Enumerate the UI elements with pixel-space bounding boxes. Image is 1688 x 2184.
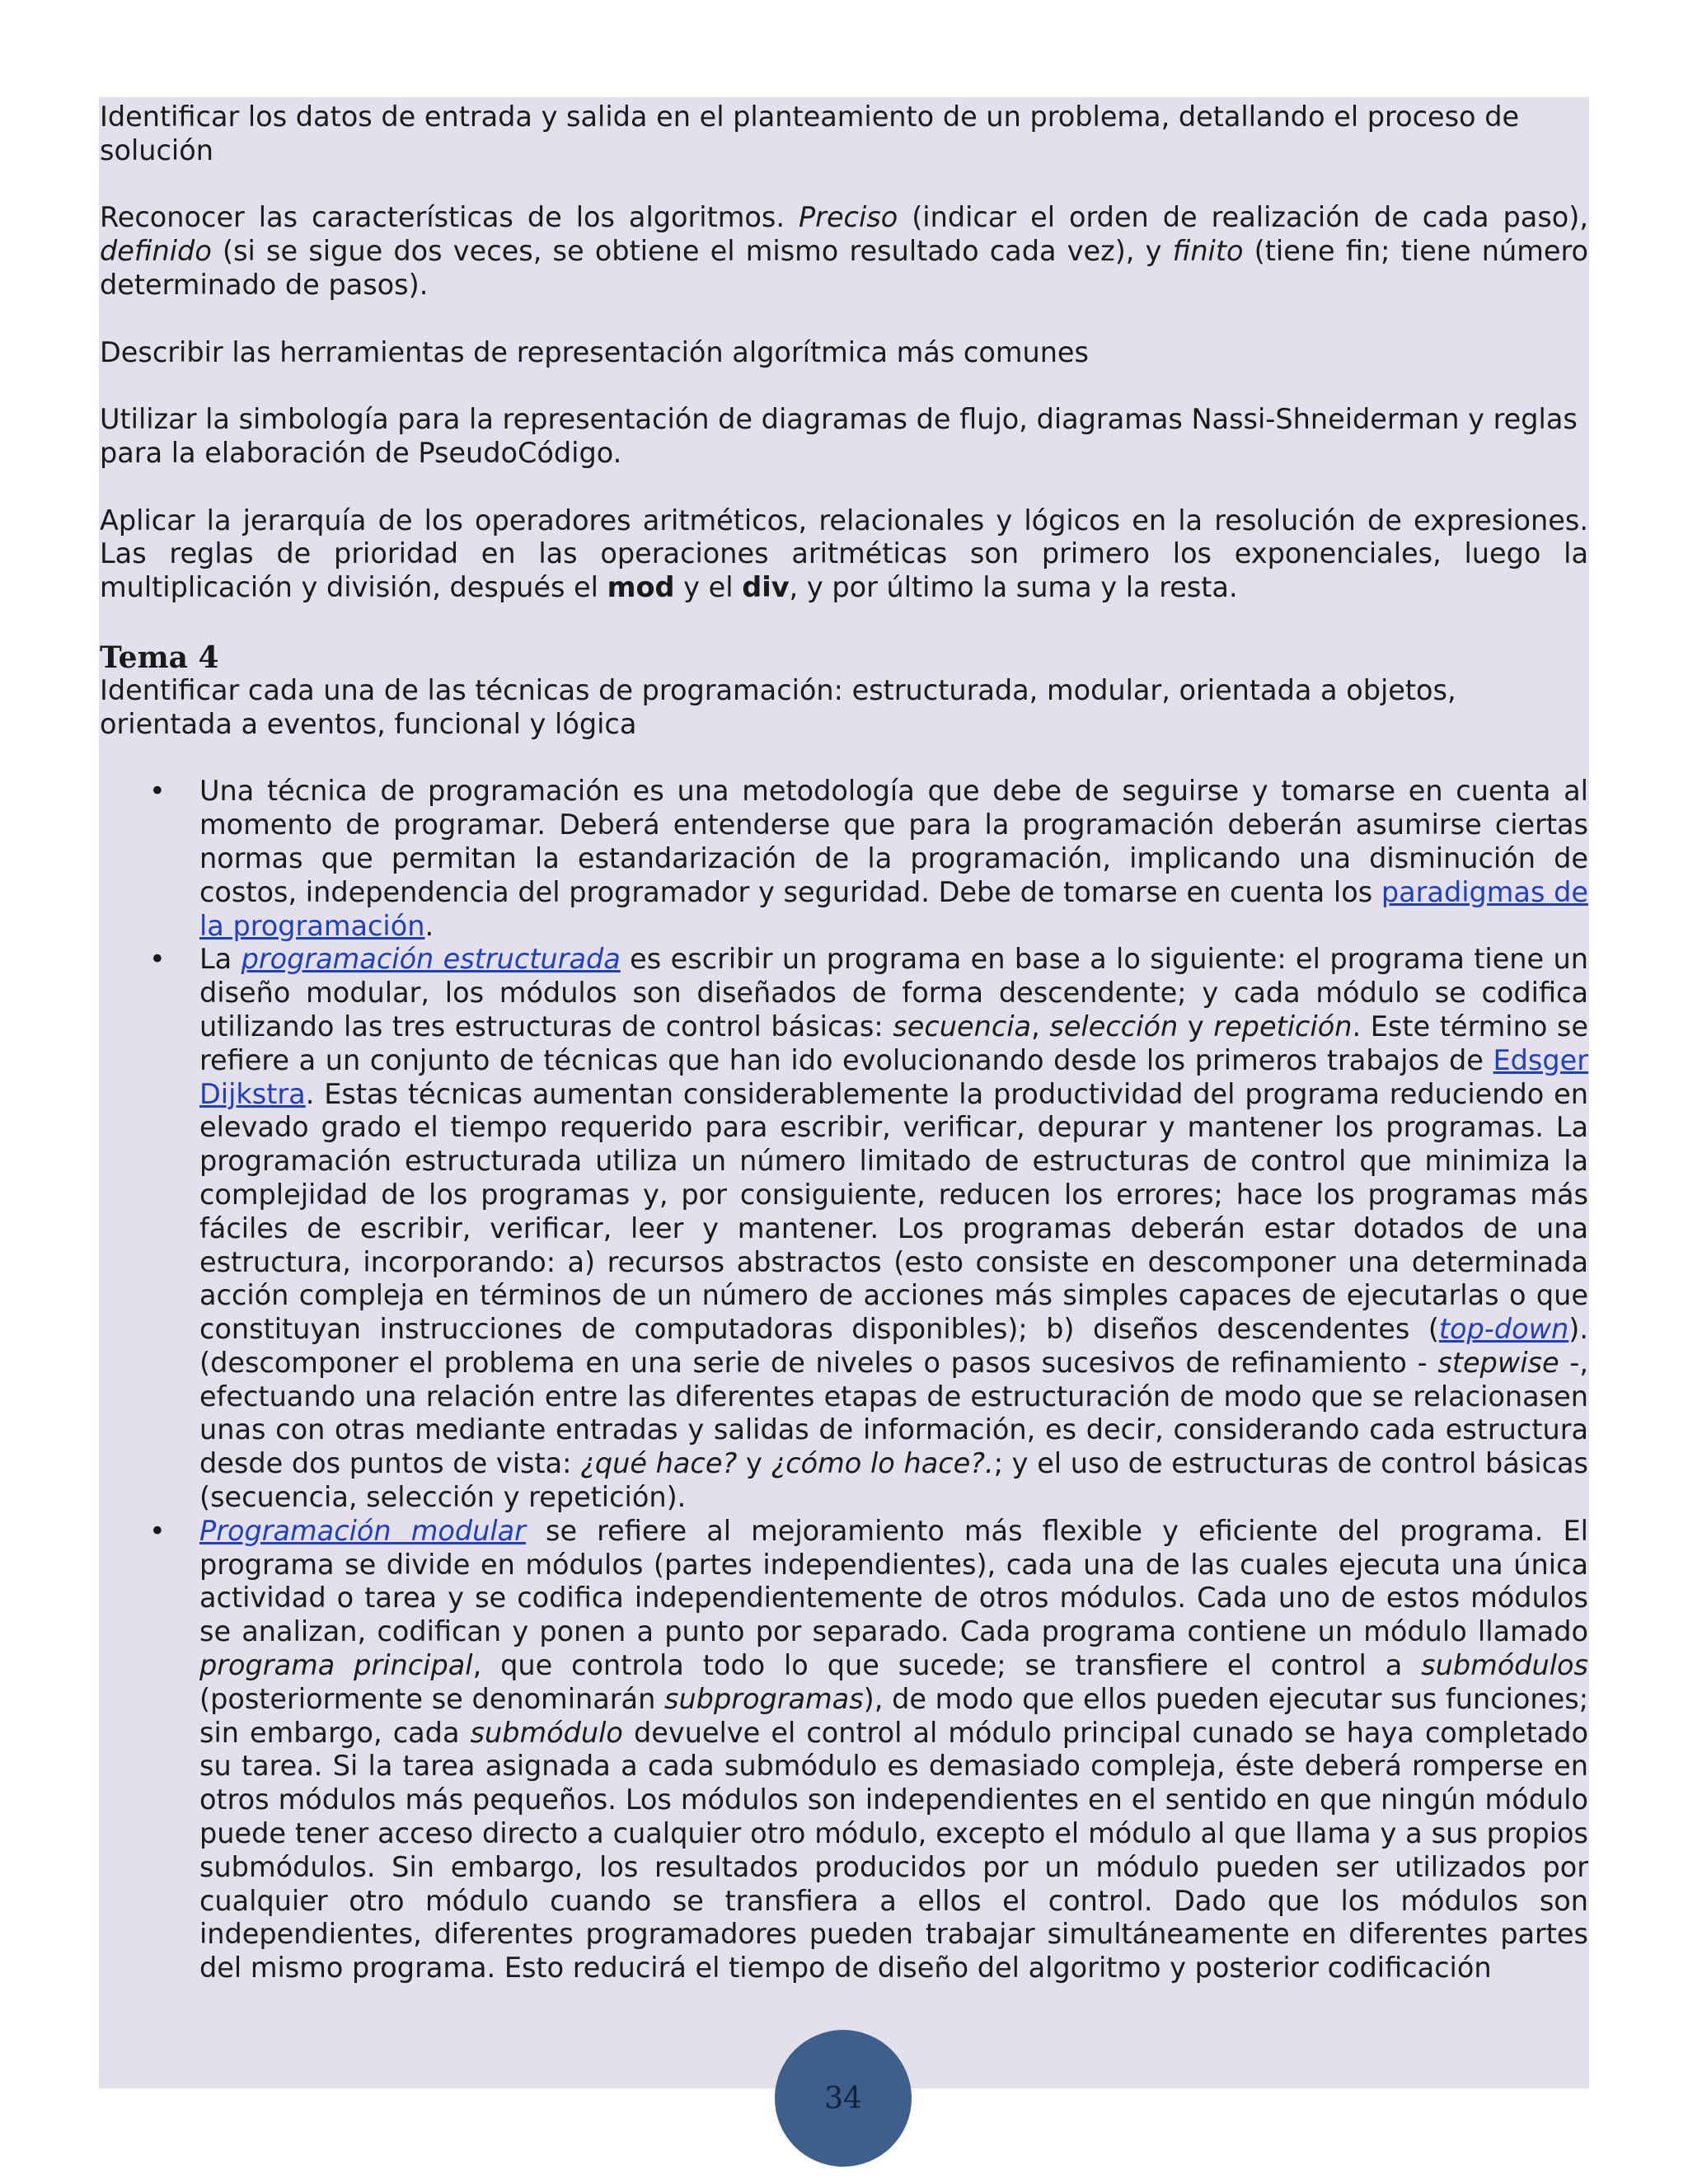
paragraph-objective-1: Identificar los datos de entrada y salida en el planteamiento de un problema, detallando el proceso de solución (100, 101, 1520, 166)
link-edsger-dijkstra[interactable]: Edsger Dijkstra (199, 1043, 1588, 1110)
paragraph-objective-3: Describir las herramientas de representación algorítmica más comunes (100, 335, 1089, 368)
page-number-badge (775, 2030, 912, 2167)
link-top-down[interactable]: top-down (1438, 1313, 1569, 1346)
list-item: • Programación modular se refiere al mejoramiento más flexible y eficiente del programa. El programa se divide en módulos (partes independientes), cada una de las cuales ejecuta una única actividad o tarea y se codifica independientemente de otros módulos. Cada uno de estos módulos se analizan, codifican y ponen a punto por separado. Cada programa contiene un módulo llamado programa principal, que controla todo lo que sucede; se transfiere el control a submódulos (posteriormente se denominarán subprogramas), de modo que ellos pueden ejecutar sus funciones; sin embargo, cada submódulo devuelve el control al módulo principal cunado se haya completado su tarea. Si la tarea asignada a cada submódulo es demasiado compleja, éste deberá romperse en otros módulos más pequeños. Los módulos son independientes en el sentido en que ningún módulo puede tener acceso directo a cualquier otro módulo, excepto el módulo al que llama y a sus propios submódulos. Sin embargo, los resultados producidos por un módulo pueden ser utilizados por cualquier otro módulo cuando se transfiera a ellos el control. Dado que los módulos son independientes, diferentes programadores pueden trabajar simultáneamente en diferentes partes del mismo programa. Esto reducirá el tiempo de diseño del algoritmo y posterior codificación (149, 1514, 1589, 1985)
technique-list (100, 775, 1588, 1985)
paragraph-objective-4: Utilizar la simbología para la representación de diagramas de flujo, diagramas Nassi-Shneiderman y reglas para la elaboración de PseudoCódigo. (100, 403, 1578, 469)
link-programacion-modular[interactable]: Programación modular (199, 1514, 526, 1547)
section-heading: Tema 4 (100, 640, 219, 675)
list-item: • Una técnica de programación es una metodología que debe de seguirse y tomarse en cuenta al momento de programar. Deberá entenderse que para la programación deberán asumirse ciertas normas que permitan la estandarización de la programación, implicando una disminución de costos, independencia del programador y seguridad. Debe de tomarse en cuenta los paradigmas de la programación. (149, 775, 1588, 942)
paragraph-objective-5: Aplicar la jerarquía de los operadores aritméticos, relacionales y lógicos en la resolución de expresiones. Las reglas de prioridad en las operaciones aritméticas son primero los exponenciales, luego la multiplicación y división, después el mod y el div, y por último la suma y la resta. (100, 504, 1588, 604)
bullet-icon: • (149, 775, 166, 808)
page-number: 34 (824, 2081, 862, 2116)
paragraph-objective-2: Reconocer las características de los algoritmos. Preciso (indicar el orden de realización de cada paso), definido (si se sigue dos veces, se obtiene el mismo resultado cada vez), y finito (tiene fin; tiene número determinado de pasos). (100, 201, 1588, 301)
section-intro: Identificar cada una de las técnicas de programación: estructurada, modular, orientada a objetos, orientada a eventos, funcional y lógica (100, 673, 1456, 740)
bullet-icon: • (149, 943, 166, 976)
link-paradigmas[interactable]: paradigmas de la programación (199, 875, 1588, 942)
list-item: • La programación estructurada es escribir un programa en base a lo siguiente: el programa tiene un diseño modular, los módulos son diseñados de forma descendente; y cada módulo se codifica utilizando las tres estructuras de control básicas: secuencia, selección y repetición. Este término se refiere a un conjunto de técnicas que han ido evolucionando desde los primeros trabajos de Edsger Dijkstra. Estas técnicas aumentan considerablemente la productividad del programa reduciendo en elevado grado el tiempo requerido para escribir, verificar, depurar y mantener los programas. La programación estructurada utiliza un número limitado de estructuras de control que minimiza la complejidad de los programas y, por consiguiente, reducen los errores; hace los programas más fáciles de escribir, verificar, leer y mantener. Los programas deberán estar dotados de una estructura, incorporando: a) recursos abstractos (esto consiste en descomponer una determinada acción compleja en términos de un número de acciones más simples capaces de ejecutarlas o que constituyan instrucciones de computadoras disponibles); b) diseños descendentes (top-down). (descomponer el problema en una serie de niveles o pasos sucesivos de refinamiento - stepwise -, efectuando una relación entre las diferentes etapas de estructuración de modo que se relacionasen unas con otras mediante entradas y salidas de información, es decir, considerando cada estructura desde dos puntos de vista: ¿qué hace? y ¿cómo lo hace?.; y el uso de estructuras de control básicas (secuencia, selección y repetición). (149, 943, 1588, 1514)
link-programacion-estructurada[interactable]: programación estructurada (241, 943, 621, 976)
page-content (100, 101, 1588, 1985)
bullet-icon: • (149, 1514, 166, 1547)
